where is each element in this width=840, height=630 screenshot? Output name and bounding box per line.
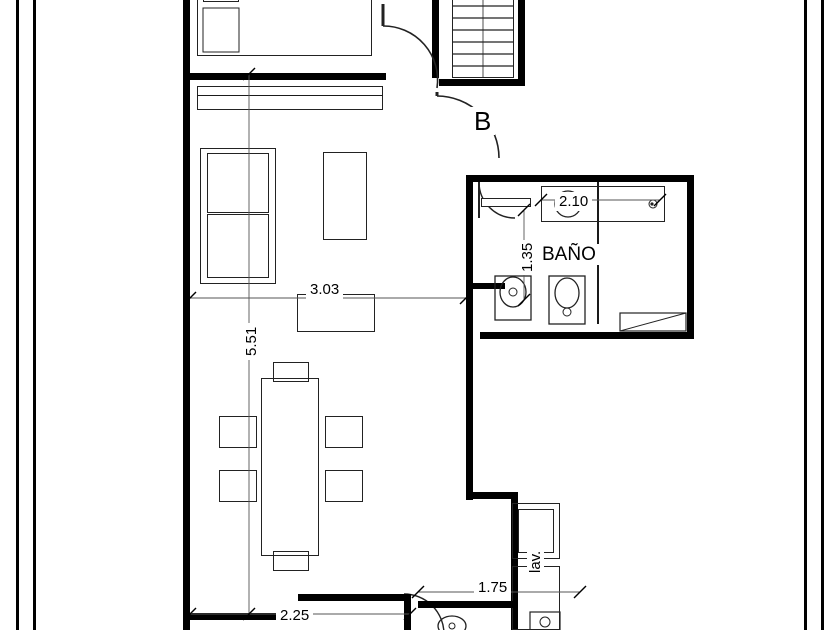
kitchen-counter-edge <box>197 95 383 96</box>
tv-cabinet <box>297 294 375 332</box>
exterior-wall-right-outer <box>821 0 824 630</box>
bathroom-wall-right <box>687 175 694 339</box>
coffee-table <box>323 152 367 240</box>
lower-toilet-icon <box>438 616 466 630</box>
sofa-cushion-top <box>207 153 269 213</box>
bathroom-wall-top <box>466 175 694 182</box>
bidet-outline <box>549 276 585 324</box>
bidet-bowl-icon <box>555 278 579 308</box>
room-label-bano: BAÑO <box>539 244 599 265</box>
shower-tray <box>620 313 686 331</box>
dining-chair-left-1 <box>219 416 257 448</box>
toilet-bowl-icon <box>500 277 526 307</box>
dimension-label-1-35: 1.35 <box>518 240 537 275</box>
wall-stub-stair-right <box>518 0 525 86</box>
bathroom-wall-bottom <box>480 332 694 339</box>
laundry-appliance-inner <box>518 509 554 553</box>
wall-bottom-service <box>418 601 518 608</box>
dining-chair-left-2 <box>219 470 257 502</box>
dimension-label-3-03: 3.03 <box>306 280 343 299</box>
dining-chair-right-1 <box>325 416 363 448</box>
shower-tray-diagonal <box>620 313 686 331</box>
staircase <box>452 0 514 78</box>
dimension-label-1-75: 1.75 <box>474 578 511 597</box>
fixture-label-lav: lav. <box>527 548 544 576</box>
exterior-wall-left-inner <box>33 0 36 630</box>
door-swing-entry <box>383 26 438 88</box>
bathroom-wall-left-lower <box>473 283 505 289</box>
dimension-label-2-10: 2.10 <box>555 192 592 211</box>
bed-pillow-left <box>203 0 239 2</box>
wall-stub-corridor-left <box>432 0 439 78</box>
wall-bottom-right <box>404 594 411 630</box>
toilet-drain-icon <box>509 288 517 296</box>
dining-table <box>261 378 319 556</box>
kitchen-counter-long <box>197 86 383 110</box>
exterior-wall-right-inner <box>804 0 807 630</box>
bed <box>197 0 372 56</box>
dining-chair-bottom <box>273 551 309 571</box>
interior-wall-top-bedroom <box>190 73 386 80</box>
interior-wall-left <box>183 0 190 630</box>
bathroom-window <box>481 198 531 207</box>
interior-wall-corridor <box>466 335 473 500</box>
lower-toilet-drain-icon <box>449 623 455 629</box>
exterior-wall-left-outer <box>16 0 19 630</box>
wall-stair-bottom <box>439 79 525 86</box>
interior-wall-hall-right <box>466 175 473 335</box>
dimension-label-2-25: 2.25 <box>276 606 313 625</box>
dining-chair-top <box>273 362 309 382</box>
dimension-label-5-51: 5.51 <box>242 323 261 360</box>
dining-chair-right-2 <box>325 470 363 502</box>
zone-marker-b: B <box>470 107 495 135</box>
bidet-drain-icon <box>563 308 571 316</box>
sofa-cushion-bottom <box>207 214 269 278</box>
wall-bottom-center <box>298 594 406 601</box>
